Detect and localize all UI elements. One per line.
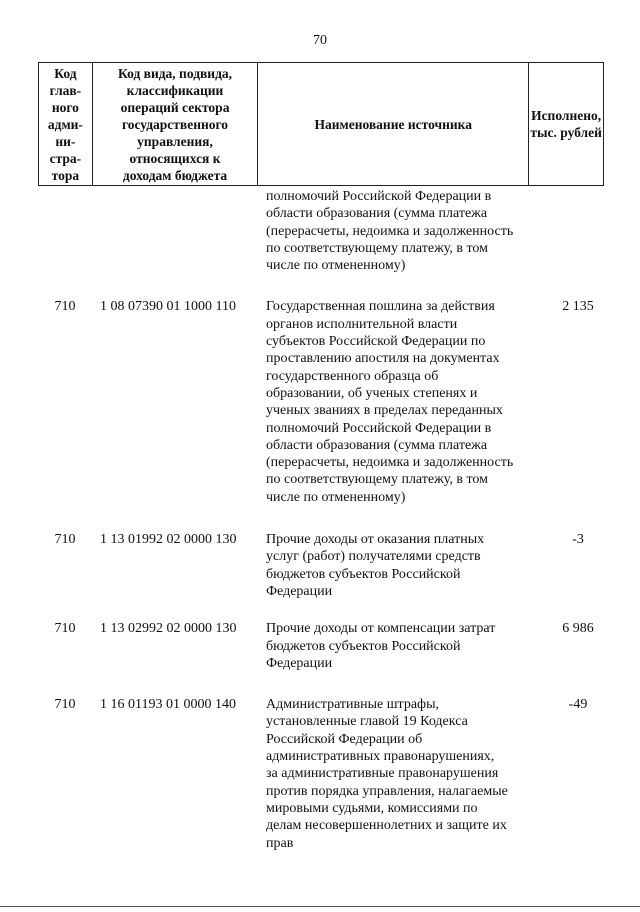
table-row <box>38 298 604 506</box>
table-row <box>38 696 604 852</box>
row-classification-code: 1 08 07390 01 1000 110 <box>100 299 236 315</box>
row-admin-code: 710 <box>54 299 76 315</box>
row-classification-code: 1 16 01193 01 0000 140 <box>100 697 236 713</box>
row-amount <box>532 188 604 274</box>
row-classification-code <box>38 188 266 274</box>
footer-divider <box>0 906 640 907</box>
row-admin-code: 710 <box>54 621 76 637</box>
row-classification-code: 1 13 01992 02 0000 130 <box>100 532 237 548</box>
row-classification-code: 1 13 02992 02 0000 130 <box>100 621 237 637</box>
row-amount: 2 135 <box>562 299 594 315</box>
row-source-name: Государственная пошлина за действия органов исполнительной власти субъектов Российской Федерации по проставлению апостиля на документах государственного образца об образовании, об ученых степенях и ученых званиях в пределах переданных полномочий Российской Федерации в области образования (сумма платежа (перерасчеты, недоимка и задолженность по соответствующему платежу, в том числе по отмененному) <box>266 299 514 505</box>
page-number: 70 <box>313 33 327 48</box>
row-amount: 6 986 <box>562 621 594 637</box>
row-amount: -3 <box>572 532 584 548</box>
row-amount: -49 <box>568 697 588 713</box>
row-admin-code: 710 <box>54 532 76 548</box>
row-admin-code: 710 <box>54 697 76 713</box>
header-admin-code: Код глав- ного адми- ни- стра- тора <box>39 63 93 185</box>
row-source-name: Административные штрафы, установленные главой 19 Кодекса Российской Федерации об административных правонарушениях, за административные правонарушения против порядка управления, налагаемые мировыми судьями, комиссиями по делам несовершеннолетних и защите их прав <box>266 697 508 851</box>
table-row <box>38 531 604 600</box>
table-row <box>38 188 604 274</box>
header-source-name: Наименование источника <box>258 63 529 185</box>
row-source-name: полномочий Российской Федерации в области образования (сумма платежа (перерасчеты, недоимка и задолженность по соответствующему платежу, в том числе по отмененному) <box>266 189 514 274</box>
header-executed: Исполнено, тыс. рублей <box>530 108 602 140</box>
row-source-name: Прочие доходы от оказания платных услуг (работ) получателями средств бюджетов субъектов Российской Федерации <box>266 532 485 599</box>
header-classification-code: Код вида, подвида, классификации операций сектора государственного управления, относящихся к доходам бюджета <box>93 63 258 185</box>
table-header <box>38 62 604 186</box>
table-body <box>38 188 604 852</box>
table-row <box>38 620 604 672</box>
row-source-name: Прочие доходы от компенсации затрат бюджетов субъектов Российской Федерации <box>266 621 496 671</box>
